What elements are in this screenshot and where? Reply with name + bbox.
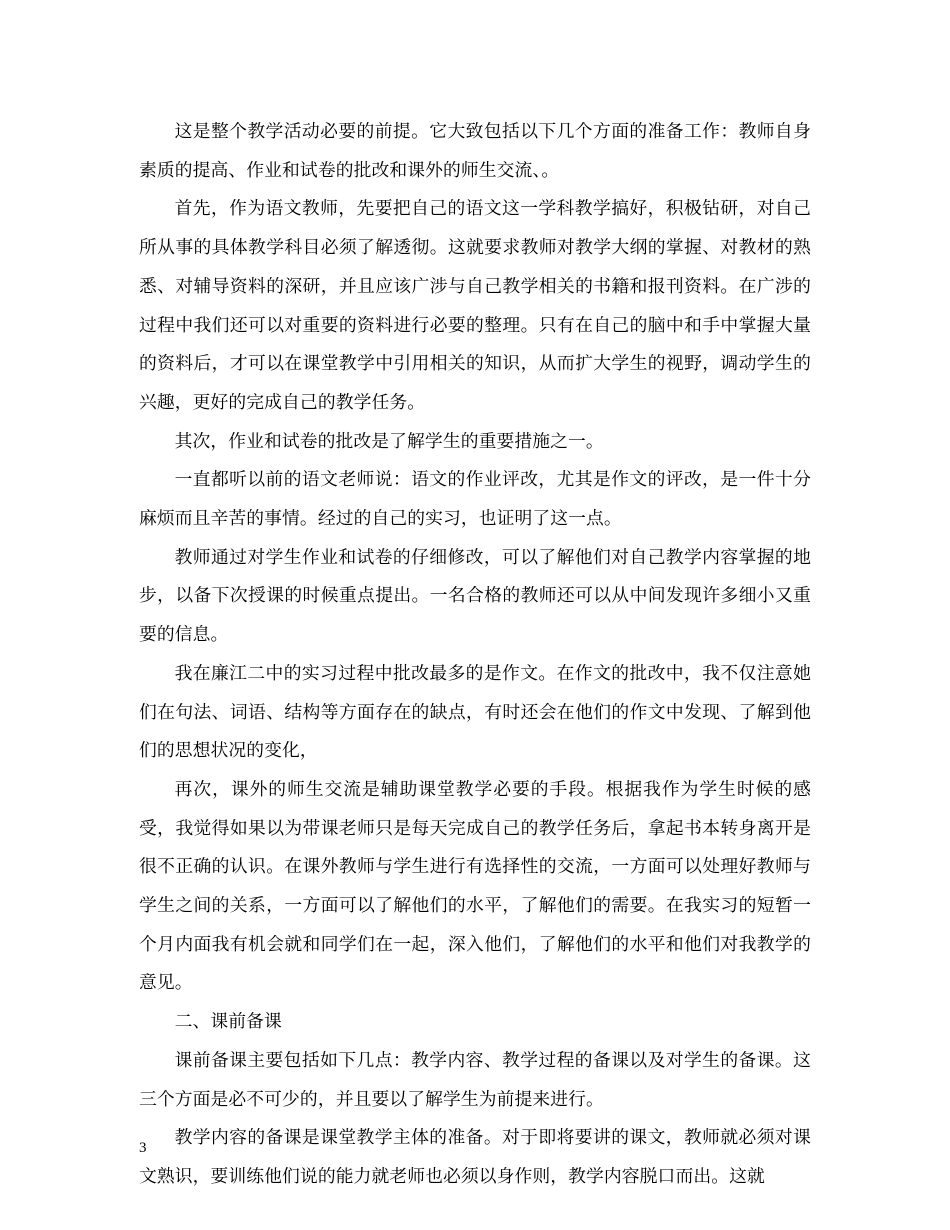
- section-heading: 二、课前备课: [174, 1011, 282, 1033]
- paragraph: 这是整个教学活动必要的前提。它大致包括以下几个方面的准备工作：教师自身素质的提高、作业和试卷的批改和课外的师生交流、。: [139, 121, 811, 181]
- paragraph: 教学内容的备课是课堂教学主体的准备。对于即将要讲的课文，教师就必须对课文熟识，要训练他们说的能力就老师也必须以身作则，教学内容脱口而出。这就: [139, 1127, 811, 1187]
- paragraph: 课前备课主要包括如下几点：教学内容、教学过程的备课以及对学生的备课。这三个方面是必不可少的，并且要以了解学生为前提来进行。: [139, 1049, 811, 1110]
- paragraph: 其次，作业和试卷的批改是了解学生的重要措施之一。: [174, 430, 604, 452]
- document-body: [139, 113, 811, 1197]
- paragraph: 再次，课外的师生交流是辅助课堂教学必要的手段。根据我作为学生时候的感受，我觉得如果以为带课老师只是每天完成自己的教学任务后，拿起书本转身离开是很不正确的认识。在课外教师与学生进行有选择性的交流，一方面可以处理好教师与学生之间的关系，一方面可以了解他们的水平，了解他们的需要。在我实习的短暂一个月内面我有机会就和同学们在一起，深入他们，了解他们的水平和他们对我教学的意见。: [139, 778, 811, 994]
- paragraph: 我在廉江二中的实习过程中批改最多的是作文。在作文的批改中，我不仅注意她们在句法、词语、结构等方面存在的缺点，有时还会在他们的作文中发现、了解到他们的思想状况的变化，: [139, 662, 811, 762]
- paragraph: 首先，作为语文教师，先要把自己的语文这一学科教学搞好，积极钻研，对自己所从事的具体教学科目必须了解透彻。这就要求教师对教学大纲的掌握、对教材的熟悉、对辅导资料的深研，并且应该广涉与自己教学相关的书籍和报刊资料。在广涉的过程中我们还可以对重要的资料进行必要的整理。只有在自己的脑中和手中掌握大量的资料后，才可以在课堂教学中引用相关的知识，从而扩大学生的视野，调动学生的兴趣，更好的完成自己的教学任务。: [139, 198, 811, 413]
- paragraph: 一直都听以前的语文老师说：语文的作业评改，尤其是作文的评改，是一件十分麻烦而且辛苦的事情。经过的自己的实习，也证明了这一点。: [139, 469, 811, 530]
- page-number: 3: [139, 1140, 147, 1156]
- paragraph: 教师通过对学生作业和试卷的仔细修改，可以了解他们对自己教学内容掌握的地步，以备下次授课的时候重点提出。一名合格的教师还可以从中间发现许多细小又重要的信息。: [139, 546, 811, 646]
